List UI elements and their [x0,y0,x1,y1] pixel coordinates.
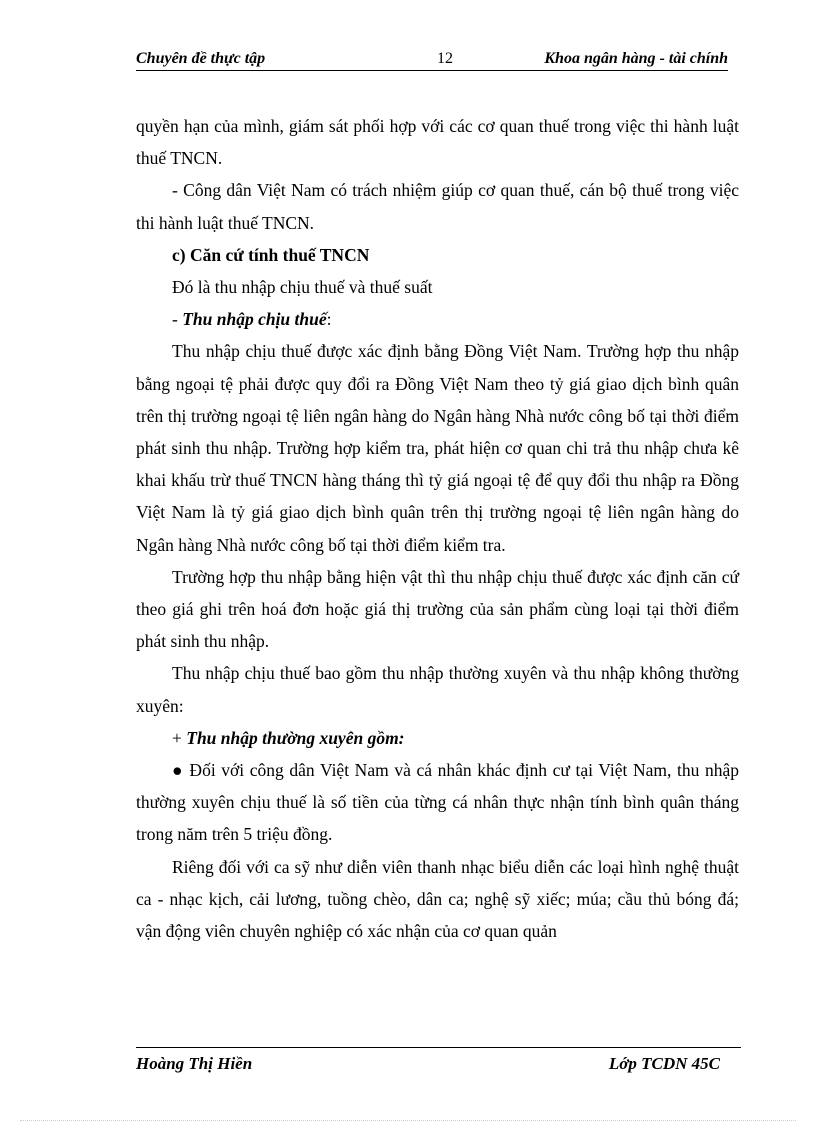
paragraph: Đó là thu nhập chịu thuế và thuế suất [172,277,433,298]
header-page-number: 12 [437,50,453,67]
header-faculty: Khoa ngân hàng - tài chính [544,50,728,67]
subheading [136,722,739,754]
paragraph: Trường hợp thu nhập bằng hiện vật thì thu nhập chịu thuế được xác định căn cứ theo giá ghi trên hoá đơn hoặc giá thị trường của sản phẩm cùng loại tại thời điểm phát sinh thu nhập. [136,566,739,652]
subheading-emphasis: Thu nhập chịu thuế [182,309,327,330]
subheading-prefix: - [172,309,183,330]
page-header [136,48,728,71]
paragraph: Riêng đối với ca sỹ như diễn viên thanh nhạc biểu diễn các loại hình nghệ thuật ca - nhạc kịch, cải lương, tuồng chèo, dân ca; nghệ sỹ xiếc; múa; cầu thủ bóng đá; vận động viên chuyên nghiệp có xác nhận của cơ quan quản [136,856,739,942]
subheading-prefix: + [172,727,187,748]
subheading [136,303,739,335]
subheading-emphasis: Thu nhập thường xuyên gồm: [186,727,405,748]
paragraph: ● Đối với công dân Việt Nam và cá nhân khác định cư tại Việt Nam, thu nhập thường xuyên chịu thuế là số tiền của từng cá nhân thực nhận tính bình quân tháng trong năm trên 5 triệu đồng. [136,760,739,845]
section-heading: c) Căn cứ tính thuế TNCN [172,244,370,265]
header-document-type: Chuyên đề thực tập [136,50,266,67]
paragraph: Thu nhập chịu thuế bao gồm thu nhập thường xuyên và thu nhập không thường xuyên: [136,663,739,716]
footer-divider [136,1047,741,1048]
paragraph: quyền hạn của mình, giám sát phối hợp với các cơ quan thuế trong việc thi hành luật thuế TNCN. [136,116,739,169]
paragraph: Thu nhập chịu thuế được xác định bằng Đồng Việt Nam. Trường hợp thu nhập bằng ngoại tệ phải được quy đổi ra Đồng Việt Nam theo tỷ giá giao dịch bình quân trên thị trường ngoại tệ liên ngân hàng do Ngân hàng Nhà nước công bố tại thời điểm phát sinh thu nhập. Trường hợp kiểm tra, phát hiện cơ quan chi trả thu nhập chưa kê khai khấu trừ thuế TNCN hàng tháng thì tỷ giá ngoại tệ để quy đổi thu nhập ra Đồng Việt Nam là tỷ giá giao dịch bình quân trên thị trường ngoại tệ liên ngân hàng do Ngân hàng Nhà nước công bố tại thời điểm kiểm tra. [136,341,739,555]
page-bottom-edge [20,1120,796,1121]
paragraph: - Công dân Việt Nam có trách nhiệm giúp cơ quan thuế, cán bộ thuế trong việc thi hành luật thuế TNCN. [136,180,739,233]
subheading-suffix: : [326,309,332,330]
footer-class: Lớp TCDN 45C [608,1054,720,1073]
document-body [136,110,739,947]
footer-author: Hoàng Thị Hiền [136,1054,253,1073]
